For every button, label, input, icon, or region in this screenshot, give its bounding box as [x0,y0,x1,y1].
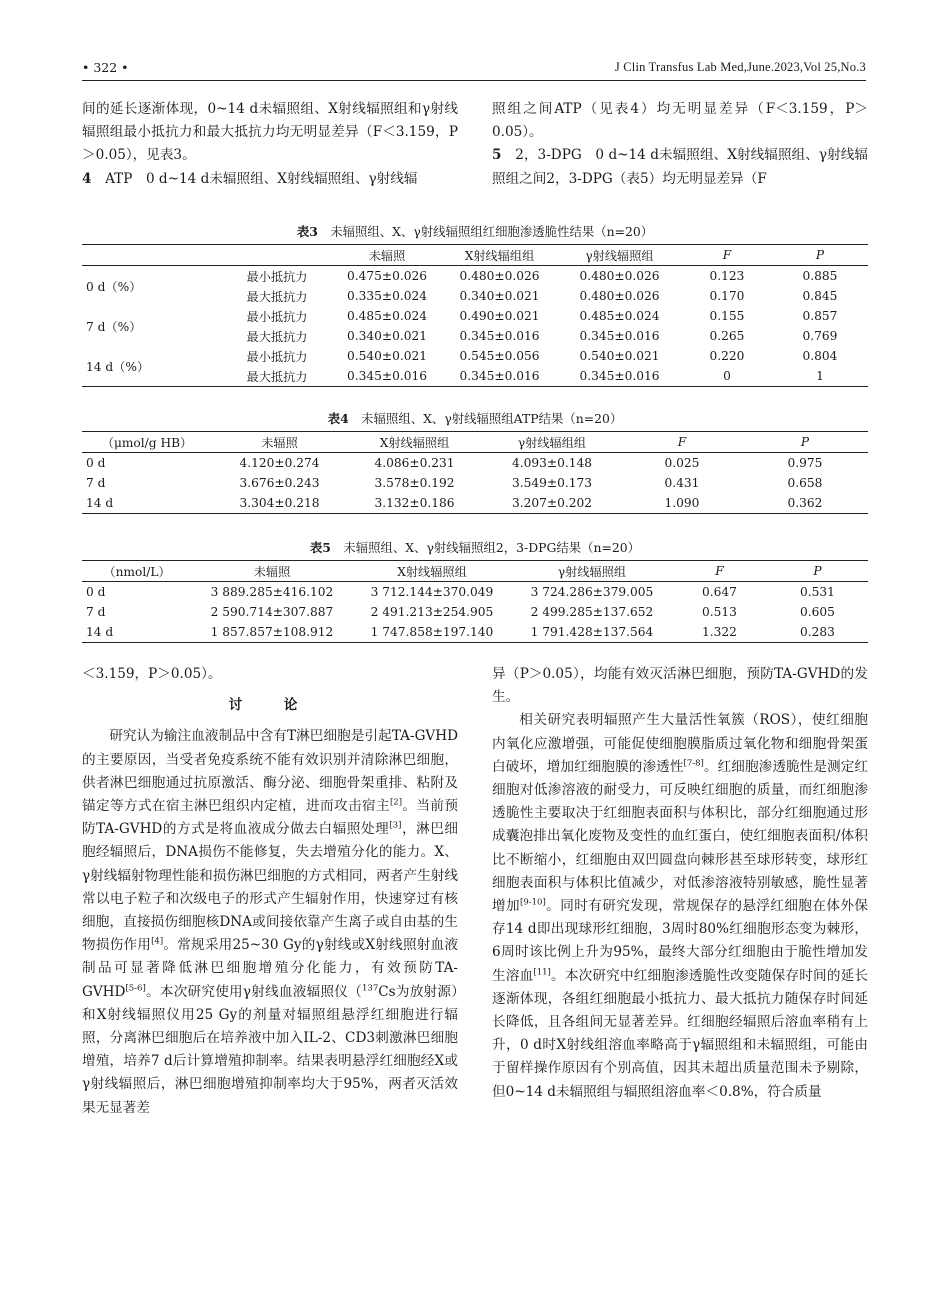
day-cell: 0 d [86,585,106,599]
measure-cell: 最小抵抗力 [246,309,308,324]
value-cell: 2 491.213±254.905 [370,605,494,619]
value-cell: 0.345±0.016 [347,369,427,383]
col-header: （μmol/g HB） [82,432,212,453]
table-4-grid [82,431,868,514]
p-cell: 0.804 [802,349,838,363]
value-cell: 0.335±0.024 [347,289,427,303]
value-cell: 3.132±0.186 [374,496,455,510]
table-row [82,582,868,603]
f-cell: 0.170 [709,289,745,303]
caption-text: 未辐照组、X、γ射线辐照组红细胞渗透脆性结果（n=20） [330,224,654,239]
value-cell: 0.340±0.021 [459,289,540,303]
p-cell: 1 [816,369,824,383]
table-header-row [82,432,868,453]
page-number: • 322 • [82,60,129,75]
bottom-left-column [82,663,458,1120]
p-cell: 0.658 [787,476,823,490]
table-row [82,493,868,514]
caption-label: 表5 [309,540,331,555]
group-cell: 14 d（%） [86,359,150,374]
section-text: ATP 0 d~14 d未辐照组、X射线辐照组、γ射线辐 [105,170,418,187]
table-4-caption [82,409,868,427]
measure-cell: 最小抵抗力 [246,349,308,364]
citation: [11] [533,967,551,978]
table-row [82,306,868,326]
value-cell: 0.490±0.021 [459,309,540,323]
top-right-column [492,98,868,191]
p-cell: 0.769 [802,329,838,343]
table-row [82,453,868,474]
citation: [5-6] [125,983,146,994]
col-header: F [622,432,742,453]
value-cell: 0.345±0.016 [459,369,540,383]
citation: [7-8] [683,758,704,769]
text-run: 相关研究表明辐照产生大量活性氧簇（ROS），使红细胞内氧化应激增强，可能促使细胞膜脂质过氧化物和细胞骨架蛋白破坏，增加红细胞膜的渗透性 [492,712,868,775]
measure-cell: 最小抵抗力 [246,269,308,284]
text-run: 。当前预防TA-GVHD的方式是将血液成分做去白辐照处理 [82,798,459,838]
top-left-column [82,98,458,191]
value-cell: 3 724.286±379.005 [530,585,654,599]
f-cell: 0.265 [709,329,745,343]
value-cell: 0.345±0.016 [459,329,540,343]
table-row [82,266,868,287]
section-number: 4 [82,170,92,187]
col-header: （nmol/L） [82,561,192,582]
col-header: P [767,561,868,582]
value-cell: 3 889.285±416.102 [210,585,334,599]
value-cell: 0.480±0.026 [579,269,660,283]
measure-cell: 最大抵抗力 [246,369,308,384]
value-cell: 0.485±0.024 [347,309,427,323]
value-cell: 0.540±0.021 [579,349,660,363]
f-cell: 0.431 [664,476,700,490]
value-cell: 0.345±0.016 [579,369,660,383]
discussion-heading: 讨 论 [228,697,312,714]
section-4-heading [82,168,458,191]
table-row [82,473,868,493]
col-header [222,245,332,266]
citation: [2] [389,797,403,808]
p-cell: 0.975 [787,456,823,470]
paragraph: 异（P＞0.05），均能有效灭活淋巴细胞，预防TA-GVHD的发生。 [492,666,868,706]
value-cell: 1 857.857±108.912 [210,625,334,639]
p-cell: 0.531 [800,585,835,599]
value-cell: 4.086±0.231 [374,456,455,470]
text-run: ，淋巴细胞经辐照后，DNA损伤不能修复，失去增殖分化的能力。X、γ射线辐射物理性能和损伤淋巴细胞的方式相同，两者产生射线常以电子粒子和次级电子的形式产生辐射作用，快速穿过有核细胞，直接损伤细胞核DNA或间接依靠产生离子或自由基的生物损伤作用 [82,821,459,954]
citation: [3] [389,820,402,831]
bottom-right-column [492,663,868,1104]
isotope-mass-number: 137 [362,983,379,994]
col-header: 未辐照 [192,561,352,582]
day-cell: 7 d [86,605,106,619]
measure-cell: 最大抵抗力 [246,289,308,304]
day-cell: 0 d [86,456,106,470]
measure-cell: 最大抵抗力 [246,329,308,344]
text-run: 。常规采用25~30 Gy的γ射线或X射线照射血液制品可显著降低淋巴细胞增殖分化能力，有效预防TA-GVHD [82,937,459,1000]
paragraph: ＜3.159，P＞0.05）。 [82,666,222,682]
day-cell: 14 d [86,496,114,510]
table-header-row [82,561,868,582]
section-number: 5 [492,147,502,164]
text-run: Cs为放射源）和X射线辐照仪用25 Gy的剂量对辐照组悬浮红细胞进行辐照，分离淋巴细胞后在培养液中加入IL-2、CD3刺激淋巴细胞增殖，培养7 d后计算增殖抑制率。结果表明悬浮红细胞经X或γ射线辐照后，淋巴细胞增殖抑制率均大于95%，两者灭活效果无显著差 [82,983,459,1116]
f-cell: 0 [723,369,731,383]
table-row [82,622,868,643]
table-4 [82,409,868,514]
table-3-grid [82,244,868,387]
caption-text: 未辐照组、X、γ射线辐照组2，3-DPG结果（n=20） [343,540,641,555]
value-cell: 0.485±0.024 [579,309,660,323]
header-rule [82,80,866,81]
caption-label: 表4 [327,411,349,426]
col-header: γ射线辐照组 [512,561,672,582]
f-cell: 0.155 [709,309,745,323]
text-run: 。红细胞渗透脆性是测定红细胞对低渗溶液的耐受力，可反映红细胞的质量，而红细胞渗透脆性主要取决于红细胞表面积与体积比，部分红细胞通过形成囊泡排出氧化废物及变性的血红蛋白，使红细胞表面积/体积比不断缩小，红细胞由双凹圆盘向棘形甚至球形转变，球形红细胞表面积与体积比值减少，对低渗溶液特别敏感，脆性显著增加 [492,758,868,915]
journal-citation: J Clin Transfus Lab Med,June.2023,Vol 25,No.3 [614,60,866,74]
col-header: X射线辐组组 [442,245,557,266]
caption-text: 未辐照组、X、γ射线辐照组ATP结果（n=20） [361,411,623,426]
paragraph: 照组之间ATP（见表4）均无明显差异（F＜3.159，P＞0.05）。 [492,101,868,141]
table-3-caption [82,222,868,240]
value-cell: 2 499.285±137.652 [530,605,654,619]
citation: [9-10] [520,897,546,908]
col-header: P [772,245,868,266]
text-run: 研究认为输注血液制品中含有T淋巴细胞是引起TA-GVHD的主要原因，当受者免疫系统不能有效识别并清除淋巴细胞，供者淋巴细胞通过抗原激活、酶分泌、细胞骨架重排、粘附及锚定等方式在宿主淋巴组织内定植，进而攻击宿主 [82,728,458,815]
discussion-paragraph-2 [492,709,868,1103]
f-cell: 0.025 [664,456,700,470]
discussion-paragraph-1 [82,725,458,1119]
value-cell: 0.340±0.021 [347,329,427,343]
col-header: X射线辐照组 [352,561,512,582]
col-header: F [682,245,772,266]
table-row [82,346,868,366]
caption-label: 表3 [296,224,318,239]
f-cell: 0.647 [702,585,737,599]
section-5-heading [492,144,868,190]
f-cell: 1.090 [664,496,700,510]
group-cell: 7 d（%） [86,319,142,334]
value-cell: 0.345±0.016 [579,329,660,343]
value-cell: 1 747.858±197.140 [370,625,494,639]
value-cell: 3.207±0.202 [512,496,592,510]
table-5-grid [82,560,868,643]
value-cell: 0.545±0.056 [459,349,540,363]
value-cell: 3 712.144±370.049 [370,585,494,599]
value-cell: 3.549±0.173 [512,476,592,490]
p-cell: 0.857 [802,309,838,323]
p-cell: 0.362 [787,496,823,510]
table-3 [82,222,868,387]
col-header: γ射线辐组组 [482,432,622,453]
col-header [82,245,222,266]
col-header: γ射线辐照组 [557,245,682,266]
col-header: 未辐照 [332,245,442,266]
section-text: 2，3-DPG 0 d~14 d未辐照组、X射线辐照组、γ射线辐照组之间2，3-DPG（表5）均无明显差异（F [492,147,868,187]
value-cell: 3.676±0.243 [239,476,320,490]
value-cell: 0.540±0.021 [347,349,427,363]
f-cell: 1.322 [702,625,737,639]
f-cell: 0.513 [702,605,737,619]
table-header-row [82,245,868,266]
value-cell: 1 791.428±137.564 [530,625,654,639]
p-cell: 0.885 [802,269,838,283]
day-cell: 14 d [86,625,114,639]
text-run: 。本次研究使用γ射线血液辐照仪（ [145,983,362,1000]
p-cell: 0.605 [800,605,835,619]
table-5-caption [82,538,868,556]
value-cell: 0.480±0.026 [459,269,540,283]
value-cell: 4.120±0.274 [239,456,320,470]
col-header: P [742,432,868,453]
f-cell: 0.220 [709,349,745,363]
day-cell: 7 d [86,476,106,490]
value-cell: 3.304±0.218 [239,496,320,510]
p-cell: 0.283 [800,625,835,639]
value-cell: 0.475±0.026 [347,269,427,283]
value-cell: 0.480±0.026 [579,289,660,303]
text-run: 。本次研究中红细胞渗透脆性改变随保存时间的延长逐渐体现，各组红细胞最小抵抗力、最大抵抗力随保存时间延长降低，且各组间无显著差异。红细胞经辐照后溶血率稍有上升，0 d时X射线组溶血率略高于γ辐照组和未辐照组，可能由于留样操作原因有个别高值，因其未超出质量范围未予剔除，但0~14 d未辐照组与辐照组溶血率＜0.8%，符合质量 [492,967,869,1100]
text-run: 。同时有研究发现，常规保存的悬浮红细胞在体外保存14 d即出现球形红细胞，3周时80%红细胞形态变为棘形，6周时该比例上升为95%，最终大部分红细胞由于脆性增加发生溶血 [492,898,869,984]
table-row [82,602,868,622]
value-cell: 4.093±0.148 [512,456,592,470]
group-cell: 0 d（%） [86,279,142,294]
col-header: F [672,561,767,582]
value-cell: 2 590.714±307.887 [210,605,334,619]
table-5 [82,538,868,643]
value-cell: 3.578±0.192 [374,476,455,490]
col-header: X射线辐照组 [347,432,482,453]
citation: [4] [151,936,164,947]
col-header: 未辐照 [212,432,347,453]
f-cell: 0.123 [709,269,745,283]
p-cell: 0.845 [802,289,838,303]
paragraph: 间的延长逐渐体现，0~14 d未辐照组、X射线辐照组和γ射线辐照组最小抵抗力和最大抵抗力均无明显差异（F＜3.159，P＞0.05），见表3。 [82,101,458,164]
